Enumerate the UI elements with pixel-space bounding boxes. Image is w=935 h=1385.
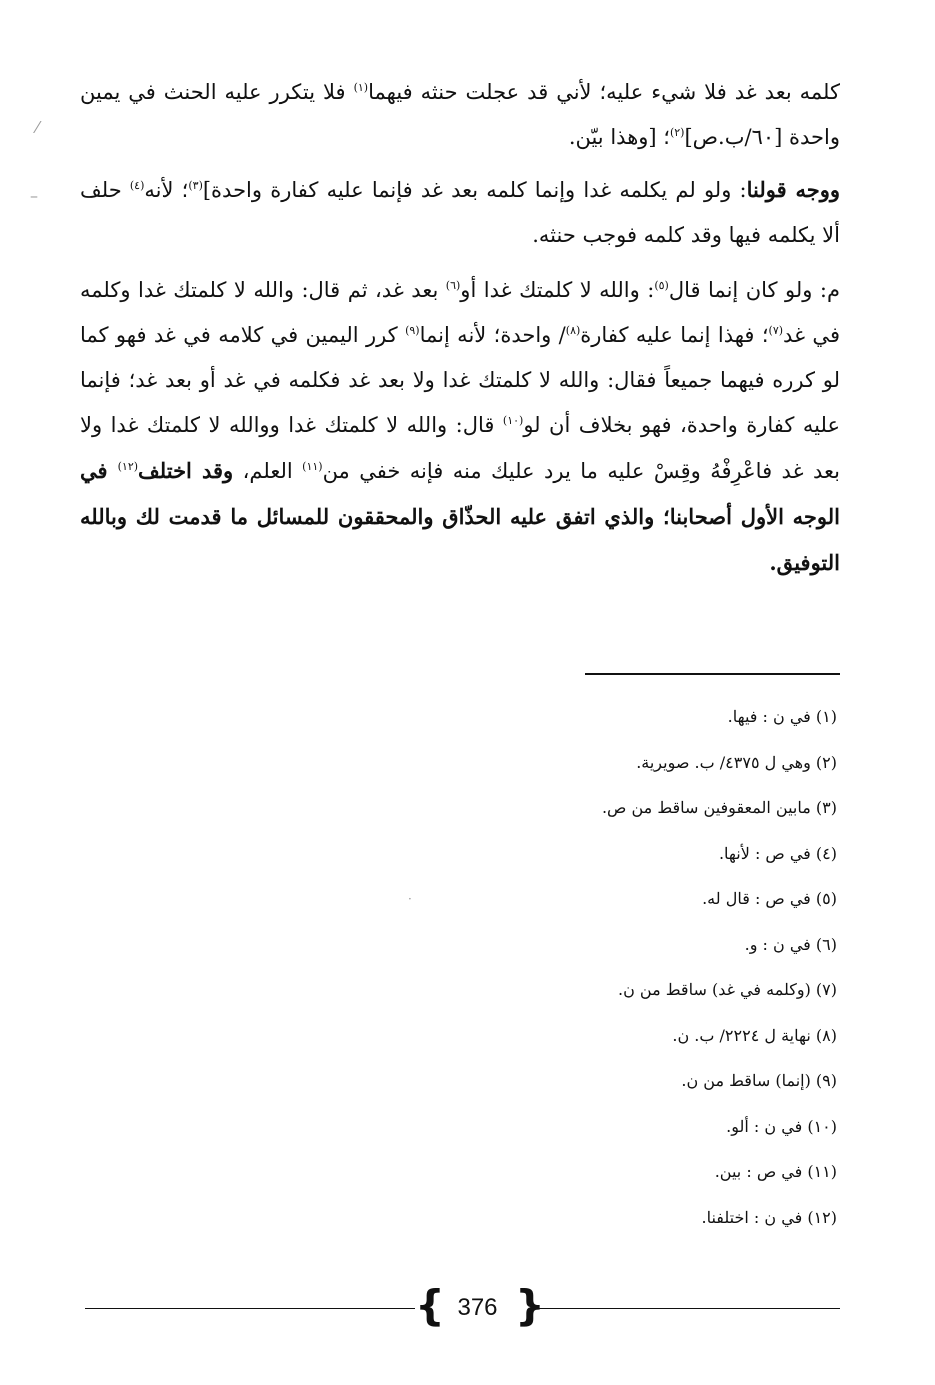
footnote-marker: (٤)	[129, 179, 145, 192]
text-run: : والله لا كلمتك غدا أو	[460, 278, 655, 302]
footnote-marker: (١٢)	[117, 460, 139, 473]
text-run: كرر اليمين في كلامه في غد فهو كما لو كرره فيهما جميعاً فقال: والله لا كلمتك غدا ولا بعد غد فكلمه في غد أو بعد غد؛ فإنما عليه كفارة واحدة، فهو بخلاف أن لو	[80, 323, 840, 437]
text-run: فلا يتكرر عليه الحنث في يمين واحدة [٦٠/ب.ص]	[80, 80, 840, 149]
bold-text: وقد اختلف	[138, 458, 234, 483]
bold-text: ووجه قولنا	[746, 177, 840, 202]
footnote-item: (٩) (إنما) ساقط من ن.	[681, 1071, 837, 1090]
text-run: / واحدة؛ لأنه إنما	[419, 323, 566, 347]
footnote-item: (٦) في ن : و.	[744, 934, 837, 954]
footnote-item: (١١) في ص : بين.	[714, 1162, 837, 1181]
text-run: ؛ فهذا إنما عليه كفارة	[580, 323, 769, 347]
text-run: بعد غد، ثم قال: والله لا كلمتك غدا وكلمه في غد	[80, 278, 840, 347]
footnote-item: (١٢) في ن : اختلفنا.	[701, 1207, 837, 1227]
text-run: ؛ لأنه	[144, 178, 189, 202]
paragraph	[80, 167, 840, 258]
footnote-marker: (١٠)	[502, 414, 524, 427]
text-run: ؛ [وهذا بيّن.	[568, 125, 670, 149]
footnote-item: (٥) في ص : قال له.	[702, 889, 837, 908]
footnote-separator	[585, 673, 840, 675]
footnote-marker: (٦)	[445, 279, 461, 292]
footnote-item: (٣) مابين المعقوفين ساقط من ص.	[601, 798, 837, 817]
paragraph	[80, 268, 840, 586]
footnote-item: (١٠) في ن : ألو.	[726, 1116, 837, 1136]
paragraph	[80, 70, 840, 160]
scan-mark: ·	[408, 892, 412, 906]
text-run: : ولو لم يكلمه غدا وإنما كلمه بعد غد فإنما عليه كفارة واحدة]	[202, 178, 747, 202]
text-run: حلف ألا يكلمه فيها وقد كلمه فوجب حنثه.	[80, 178, 840, 247]
bold-text: في الوجه الأول أصحابنا؛ والذي اتفق عليه الحذّاق والمحققون للمسائل ما قدمت لك وبالله التوفيق.	[80, 458, 840, 575]
footnote-item: (٤) في ص : لأنها.	[718, 843, 837, 863]
footnote-item: (٨) نهاية ل ٢٢٢٤/ ب. ن.	[672, 1025, 837, 1045]
main-text	[80, 70, 840, 593]
footnote-marker: (٨)	[565, 324, 581, 337]
footnote-item: (٢) وهي ل ٤٣٧٥/ ب. صويرية.	[636, 752, 837, 772]
footnotes	[400, 700, 837, 1246]
page-number-brace-left: {	[415, 1281, 445, 1330]
footnote-marker: (٢)	[669, 126, 685, 139]
footnote-item: (٧) (وكلمه في غد) ساقط من ن.	[617, 980, 837, 999]
footnote-item: (١) في ن : فيها.	[727, 707, 837, 726]
page-number: 376	[457, 1294, 498, 1321]
footnote-marker: (٣)	[188, 179, 203, 192]
footnote-marker: (١)	[353, 81, 369, 94]
text-run: قال: والله لا كلمتك غدا ووالله لا كلمتك غدا ولا بعد غد فاعْرِفْهُ وقِسْ عليه ما يرد عليك منه فإنه خفي من	[80, 413, 840, 483]
text-run: كلمه بعد غد فلا شيء عليه؛ لأني قد عجلت حنثه فيهما	[368, 80, 840, 104]
footnote-marker: (٧)	[768, 324, 784, 337]
footnote-marker: (١١)	[302, 460, 323, 473]
text-run: العلم،	[233, 459, 303, 483]
scan-mark: ⁄	[36, 118, 39, 137]
page-number-brace-right: }	[515, 1281, 545, 1330]
footer-rule-right	[530, 1308, 840, 1309]
footer-rule-left	[85, 1308, 415, 1309]
footnote-marker: (٥)	[654, 279, 669, 292]
scan-mark: –	[30, 186, 38, 205]
text-run: م: ولو كان إنما قال	[668, 278, 840, 302]
footnote-marker: (٩)	[405, 324, 420, 337]
